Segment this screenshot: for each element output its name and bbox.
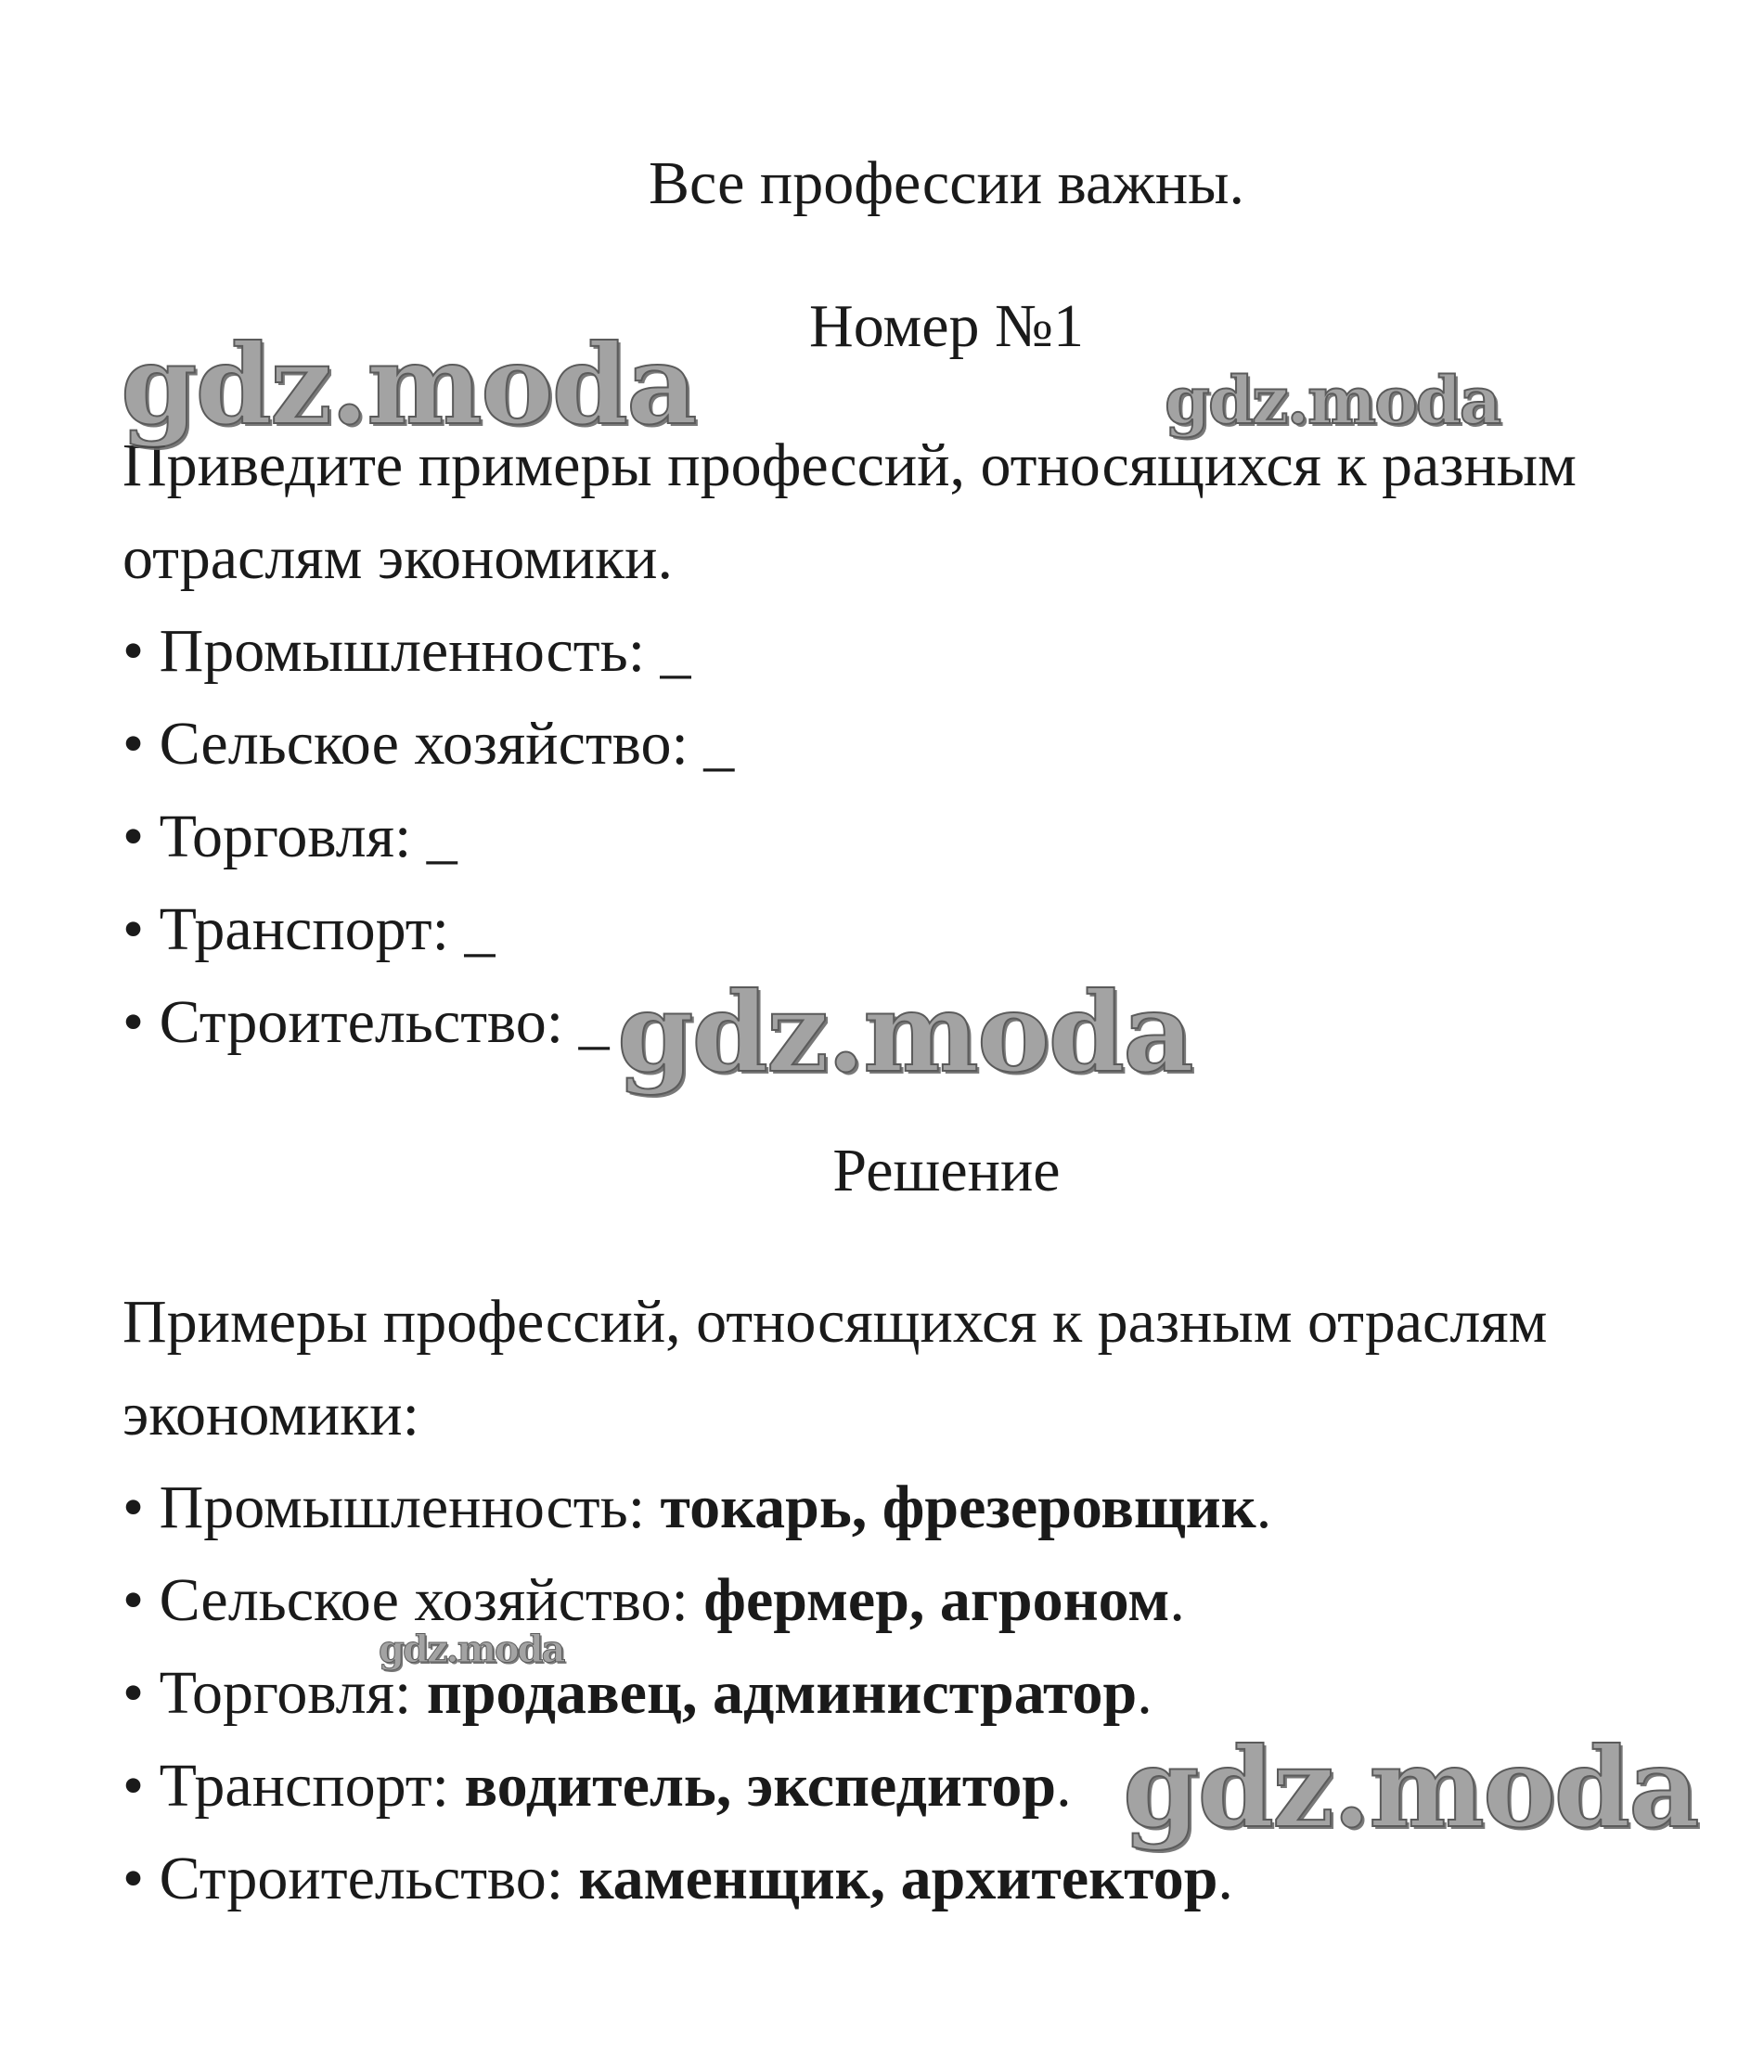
answer-trade <box>122 1656 1152 1731</box>
answer-label: • Транспорт: <box>122 1752 465 1820</box>
task-prompt-line-1: Приведите примеры профессий, относящихся к разным <box>122 431 1577 499</box>
task-item-trade: • Торговля: _ <box>122 803 457 870</box>
answer-label: • Строительство: <box>122 1845 579 1912</box>
solution-intro-line-1: Примеры профессий, относящихся к разным отраслям <box>122 1288 1548 1356</box>
answer-value: продавец, администратор <box>426 1659 1138 1727</box>
answer-label: • Промышленность: <box>122 1474 661 1541</box>
page-title: Все профессии важны. <box>648 149 1245 217</box>
watermark-logo: gdz.moda <box>617 968 1192 1097</box>
answer-industry <box>122 1471 1271 1545</box>
answer-transport <box>122 1749 1072 1823</box>
answer-value: фермер, агроном <box>703 1566 1170 1634</box>
task-item-industry: • Промышленность: _ <box>122 617 691 685</box>
task-item-construction: • Строительство: _ <box>122 988 610 1056</box>
answer-label: • Сельское хозяйство: <box>122 1566 704 1634</box>
watermark-logo: gdz.moda <box>121 320 696 449</box>
answer-value: токарь, фрезеровщик <box>660 1474 1256 1541</box>
answer-end: . <box>1169 1566 1185 1634</box>
watermark-logo: gdz.moda <box>379 1628 564 1671</box>
task-item-transport: • Транспорт: _ <box>122 895 496 963</box>
answer-end: . <box>1255 1474 1272 1541</box>
solution-heading: Решение <box>832 1137 1061 1204</box>
watermark-logo: gdz.moda <box>1123 1723 1698 1852</box>
task-item-agriculture: • Сельское хозяйство: _ <box>122 710 735 778</box>
watermark-logo: gdz.moda <box>1165 362 1500 439</box>
answer-end: . <box>1056 1752 1072 1820</box>
answer-end: . <box>1137 1659 1152 1727</box>
task-number: Номер №1 <box>809 292 1084 360</box>
solution-intro-line-2: экономики: <box>122 1381 419 1448</box>
answer-label: • Торговля: <box>122 1659 427 1727</box>
task-prompt-line-2: отраслям экономики. <box>122 524 674 592</box>
answer-agriculture <box>122 1564 1185 1638</box>
answer-construction <box>122 1842 1233 1916</box>
answer-end: . <box>1217 1845 1233 1912</box>
answer-value: каменщик, архитектор <box>578 1845 1218 1912</box>
answer-value: водитель, экспедитор <box>464 1752 1057 1820</box>
